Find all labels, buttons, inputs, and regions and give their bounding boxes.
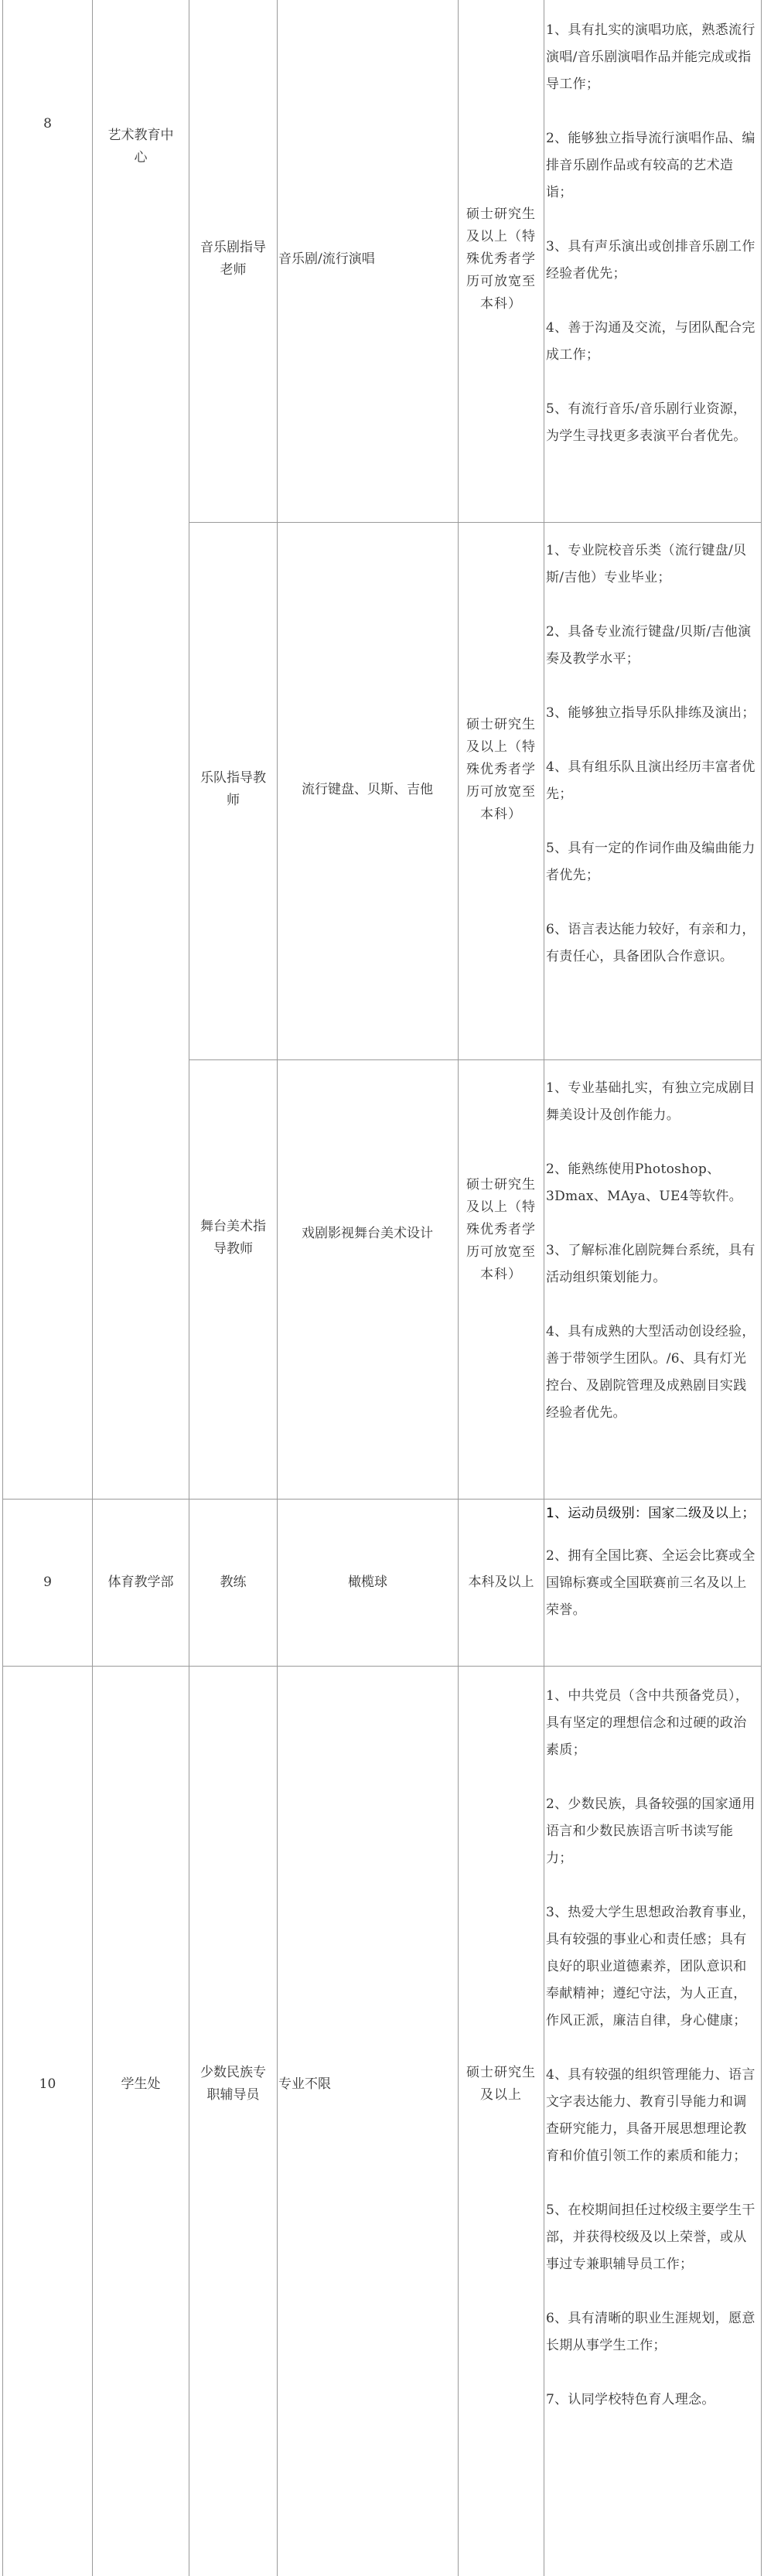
requirement-item: 1、专业基础扎实，有独立完成剧目舞美设计及创作能力。	[546, 1080, 755, 1123]
column-divider	[277, 0, 278, 2576]
requirement-item: 4、具有较强的组织管理能力、语言文字表达能力、教育引导能力和调查研究能力，具备开展思想理论教育和价值引领工作的素质和能力；	[546, 2067, 755, 2164]
requirement-item: 6、具有清晰的职业生涯规划，愿意长期从事学生工作；	[546, 2311, 755, 2353]
table-border-right	[761, 0, 762, 2576]
requirements-list	[546, 537, 756, 971]
position-name: 乐队指导教师	[200, 770, 266, 808]
requirement-item: 5、具有一定的作词作曲及编曲能力者优先；	[546, 841, 755, 883]
requirement-item: 3、热爱大学生思想政治教育事业，具有较强的事业心和责任感；具有良好的职业道德素养，团队意识和奉献精神；遵纪守法，为人正直，作风正派，廉洁自律，身心健康；	[546, 1905, 755, 2028]
requirement-item: 2、能熟练使用Photoshop、3Dmax、MAya、UE4等软件。	[546, 1162, 742, 1204]
row-number: 9	[43, 1575, 52, 1590]
row-number: 10	[39, 2076, 56, 2092]
requirement-item: 4、具有成熟的大型活动创设经验，善于带领学生团队。/6、具有灯光控台、及剧院管理及成熟剧目实践经验者优先。	[546, 1324, 755, 1421]
row-divider	[189, 1059, 761, 1060]
requirements-list	[546, 1683, 756, 2414]
row-number: 8	[43, 115, 52, 131]
major-requirement: 橄榄球	[348, 1575, 387, 1590]
requirement-item: 5、有流行音乐/音乐剧行业资源，为学生寻找更多表演平台者优先。	[546, 401, 747, 444]
requirement-item: 2、少数民族，具备较强的国家通用语言和少数民族语言听书读写能力；	[546, 1796, 755, 1866]
education-requirement: 本科及以上	[468, 1575, 534, 1590]
requirement-item: 4、具有组乐队且演出经历丰富者优先；	[546, 759, 755, 802]
education-requirement: 硕士研究生及以上（特殊优秀者学历可放宽至本科）	[466, 716, 536, 822]
education-requirement: 硕士研究生及以上（特殊优秀者学历可放宽至本科）	[466, 1176, 536, 1282]
requirements-list	[546, 1075, 756, 1427]
major-requirement: 音乐剧/流行演唱	[278, 251, 375, 267]
major-requirement: 流行键盘、贝斯、吉他	[302, 781, 433, 797]
education-requirement: 硕士研究生及以上	[466, 2065, 536, 2103]
department-name: 学生处	[121, 2076, 161, 2092]
requirement-item: 2、拥有全国比赛、全运会比赛或全国锦标赛或全国联赛前三名及以上荣誉。	[546, 1548, 755, 1618]
requirement-item: 3、能够独立指导乐队排练及演出；	[546, 705, 755, 721]
requirement-item: 1、专业院校音乐类（流行键盘/贝斯/吉他）专业毕业；	[546, 543, 747, 585]
position-name: 少数民族专职辅导员	[200, 2065, 266, 2103]
requirement-item: 3、了解标准化剧院舞台系统，具有活动组织策划能力。	[546, 1243, 755, 1285]
major-requirement: 戏剧影视舞台美术设计	[302, 1225, 433, 1241]
requirement-item: 1、中共党员（含中共预备党员），具有坚定的理想信念和过硬的政治素质；	[546, 1688, 749, 1758]
requirement-item: 2、具备专业流行键盘/贝斯/吉他演奏及教学水平；	[546, 624, 752, 667]
position-name: 教练	[220, 1575, 247, 1590]
column-divider	[458, 0, 459, 2576]
position-name: 音乐剧指导老师	[200, 240, 266, 278]
requirements-list	[546, 1500, 756, 1624]
requirement-item: 1、具有扎实的演唱功底，熟悉流行演唱/音乐剧演唱作品并能完成或指导工作；	[546, 22, 755, 92]
department-name: 体育教学部	[107, 1575, 174, 1590]
row-divider	[2, 1666, 761, 1667]
education-requirement: 硕士研究生及以上（特殊优秀者学历可放宽至本科）	[466, 206, 536, 312]
requirements-list	[546, 17, 756, 450]
row-divider	[189, 522, 761, 523]
requirement-item: 7、认同学校特色育人理念。	[546, 2392, 715, 2407]
requirement-item: 1、运动员级别：国家二级及以上；	[546, 1506, 755, 1521]
requirement-item: 5、在校期间担任过校级主要学生干部，并获得校级及以上荣誉，或从事过专兼职辅导员工作；	[546, 2202, 755, 2272]
major-requirement: 专业不限	[278, 2076, 331, 2092]
requirement-item: 4、善于沟通及交流，与团队配合完成工作；	[546, 320, 755, 363]
requirement-item: 2、能够独立指导流行演唱作品、编排音乐剧作品或有较高的艺术造诣；	[546, 131, 755, 200]
requirement-item: 6、语言表达能力较好，有亲和力，有责任心，具备团队合作意识。	[546, 922, 755, 964]
department-name: 艺术教育中心	[107, 128, 174, 165]
position-name: 舞台美术指导教师	[200, 1219, 266, 1257]
requirement-item: 3、具有声乐演出或创排音乐剧工作经验者优先；	[546, 239, 755, 281]
